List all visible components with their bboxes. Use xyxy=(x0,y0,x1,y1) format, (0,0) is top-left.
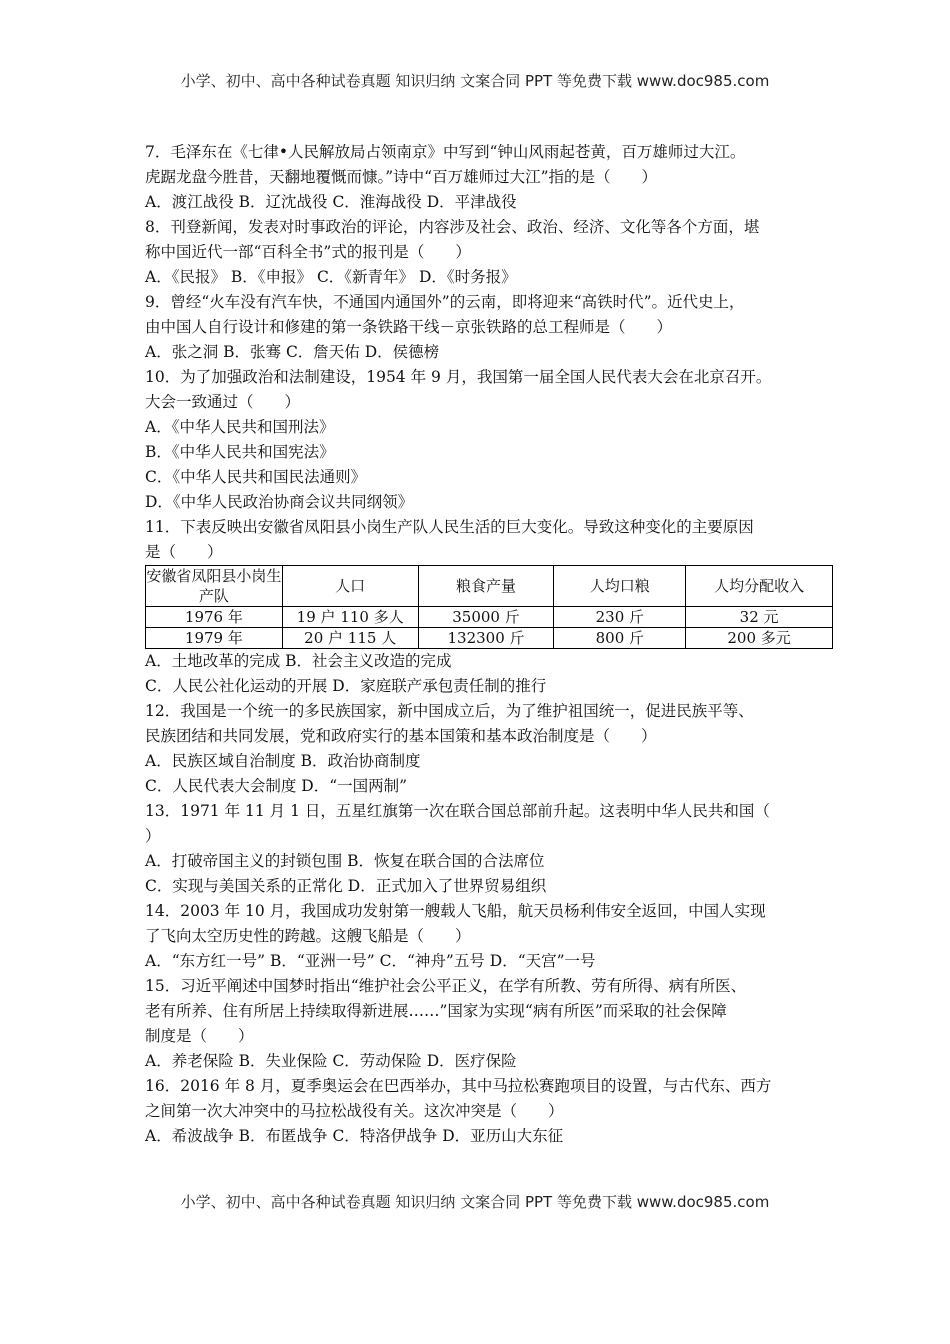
page-header: 小学、初中、高中各种试卷真题 知识归纳 文案合同 PPT 等免费下载 www.doc985.com xyxy=(180,72,770,90)
text-line: A．希波战争 B．布匿战争 C．特洛伊战争 D．亚历山大东征 xyxy=(145,1127,564,1145)
text-line: 11．下表反映出安徽省凤阳县小岗生产队人民生活的巨大变化。导致这种变化的主要原因 xyxy=(145,518,754,536)
text-line: C．人民公社化运动的开展 D．家庭联产承包责任制的推行 xyxy=(145,677,547,695)
text-line: A．养老保险 B．失业保险 C．劳动保险 D．医疗保险 xyxy=(145,1052,517,1070)
text-line: 大会一致通过（ ） xyxy=(145,393,301,411)
table-header-cell: 粮食产量 xyxy=(418,566,554,607)
table-header-row xyxy=(146,566,833,607)
questions-7-11 xyxy=(145,140,825,565)
text-line: 12．我国是一个统一的多民族国家，新中国成立后，为了维护祖国统一，促进民族平等、 xyxy=(145,702,754,720)
table-cell: 230 斤 xyxy=(554,607,686,628)
text-line: 7．毛泽东在《七律•人民解放局占领南京》中写到“钟山风雨起苍黄，百万雄师过大江。 xyxy=(145,143,746,161)
text-line: 了飞向太空历史性的跨越。这艘飞船是（ ） xyxy=(145,927,471,945)
text-line: 16．2016 年 8 月，夏季奥运会在巴西举办，其中马拉松赛跑项目的设置，与古代东、西方 xyxy=(145,1077,772,1095)
table-cell: 200 多元 xyxy=(686,628,833,649)
text-line: A．张之洞 B．张骞 C．詹天佑 D．侯德榜 xyxy=(145,343,440,361)
xiaogang-table xyxy=(145,565,833,649)
text-line: 制度是（ ） xyxy=(145,1027,254,1045)
text-line: 是（ ） xyxy=(145,543,223,561)
text-line: 14．2003 年 10 月，我国成功发射第一艘载人飞船，航天员杨利伟安全返回，中国人实现 xyxy=(145,902,766,920)
table-header-cell: 安徽省凤阳县小岗生产队 xyxy=(146,567,282,605)
text-line: 9．曾经“火车没有汽车快，不通国内通国外”的云南，即将迎来“高铁时代”。近代史上， xyxy=(145,293,745,311)
text-line: 10．为了加强政治和法制建设，1954 年 9 月，我国第一届全国人民代表大会在北京召开。 xyxy=(145,368,772,386)
table-cell: 35000 斤 xyxy=(418,607,554,628)
table-header-cell: 人均口粮 xyxy=(554,566,686,607)
text-line: ） xyxy=(145,827,161,845)
text-line: D．《中华人民政治协商会议共同纲领》 xyxy=(145,493,414,511)
text-line: A．《民报》 B．《申报》 C．《新青年》 D．《时务报》 xyxy=(145,268,517,286)
text-line: 之间第一次大冲突中的马拉松战役有关。这次冲突是（ ） xyxy=(145,1102,564,1120)
text-line: 8．刊登新闻，发表对时事政治的评论，内容涉及社会、政治、经济、文化等各个方面，堪 xyxy=(145,218,760,236)
table-header-cell: 人口 xyxy=(282,566,418,607)
table-cell: 1976 年 xyxy=(146,607,283,628)
table-row xyxy=(146,628,833,649)
exam-content xyxy=(145,140,825,1149)
questions-11-16 xyxy=(145,649,825,1149)
table-header-cell: 人均分配收入 xyxy=(686,566,833,607)
text-line: 13．1971 年 11 月 1 日，五星红旗第一次在联合国总部前升起。这表明中华人民共和国（ xyxy=(145,802,770,820)
text-line: 称中国近代一部“百科全书”式的报刊是（ ） xyxy=(145,243,471,261)
table-row xyxy=(146,607,833,628)
table-cell: 32 元 xyxy=(686,607,833,628)
text-line: A．“东方红一号” B．“亚洲一号” C．“神舟”五号 D．“天宫”一号 xyxy=(145,952,596,970)
text-line: A．《中华人民共和国刑法》 xyxy=(145,418,335,436)
text-line: 由中国人自行设计和修建的第一条铁路干线－京张铁路的总工程师是（ ） xyxy=(145,318,673,336)
table-cell: 132300 斤 xyxy=(418,628,554,649)
text-line: A．渡江战役 B．辽沈战役 C．淮海战役 D．平津战役 xyxy=(145,193,517,211)
text-line: C．实现与美国关系的正常化 D．正式加入了世界贸易组织 xyxy=(145,877,547,895)
text-line: A．打破帝国主义的封锁包围 B．恢复在联合国的合法席位 xyxy=(145,852,545,870)
text-line: A．土地改革的完成 B．社会主义改造的完成 xyxy=(145,652,452,670)
table-cell: 19 户 110 多人 xyxy=(282,607,418,628)
table-cell: 20 户 115 人 xyxy=(282,628,418,649)
text-line: C．《中华人民共和国民法通则》 xyxy=(145,468,367,486)
text-line: 虎踞龙盘今胜昔，天翻地覆慨而慷。”诗中“百万雄师过大江”指的是（ ） xyxy=(145,168,658,186)
text-line: 民族团结和共同发展，党和政府实行的基本国策和基本政治制度是（ ） xyxy=(145,727,657,745)
table-cell: 1979 年 xyxy=(146,628,283,649)
text-line: A．民族区域自治制度 B．政治协商制度 xyxy=(145,752,421,770)
text-line: 15．习近平阐述中国梦时指出“维护社会公平正义，在学有所教、劳有所得、病有所医、 xyxy=(145,977,747,995)
text-line: 老有所养、住有所居上持续取得新进展……”国家为实现“病有所医”而采取的社会保障 xyxy=(145,1002,727,1020)
text-line: B．《中华人民共和国宪法》 xyxy=(145,443,335,461)
page-footer: 小学、初中、高中各种试卷真题 知识归纳 文案合同 PPT 等免费下载 www.doc985.com xyxy=(180,1193,770,1211)
table-cell: 800 斤 xyxy=(554,628,686,649)
text-line: C．人民代表大会制度 D．“一国两制” xyxy=(145,777,408,795)
